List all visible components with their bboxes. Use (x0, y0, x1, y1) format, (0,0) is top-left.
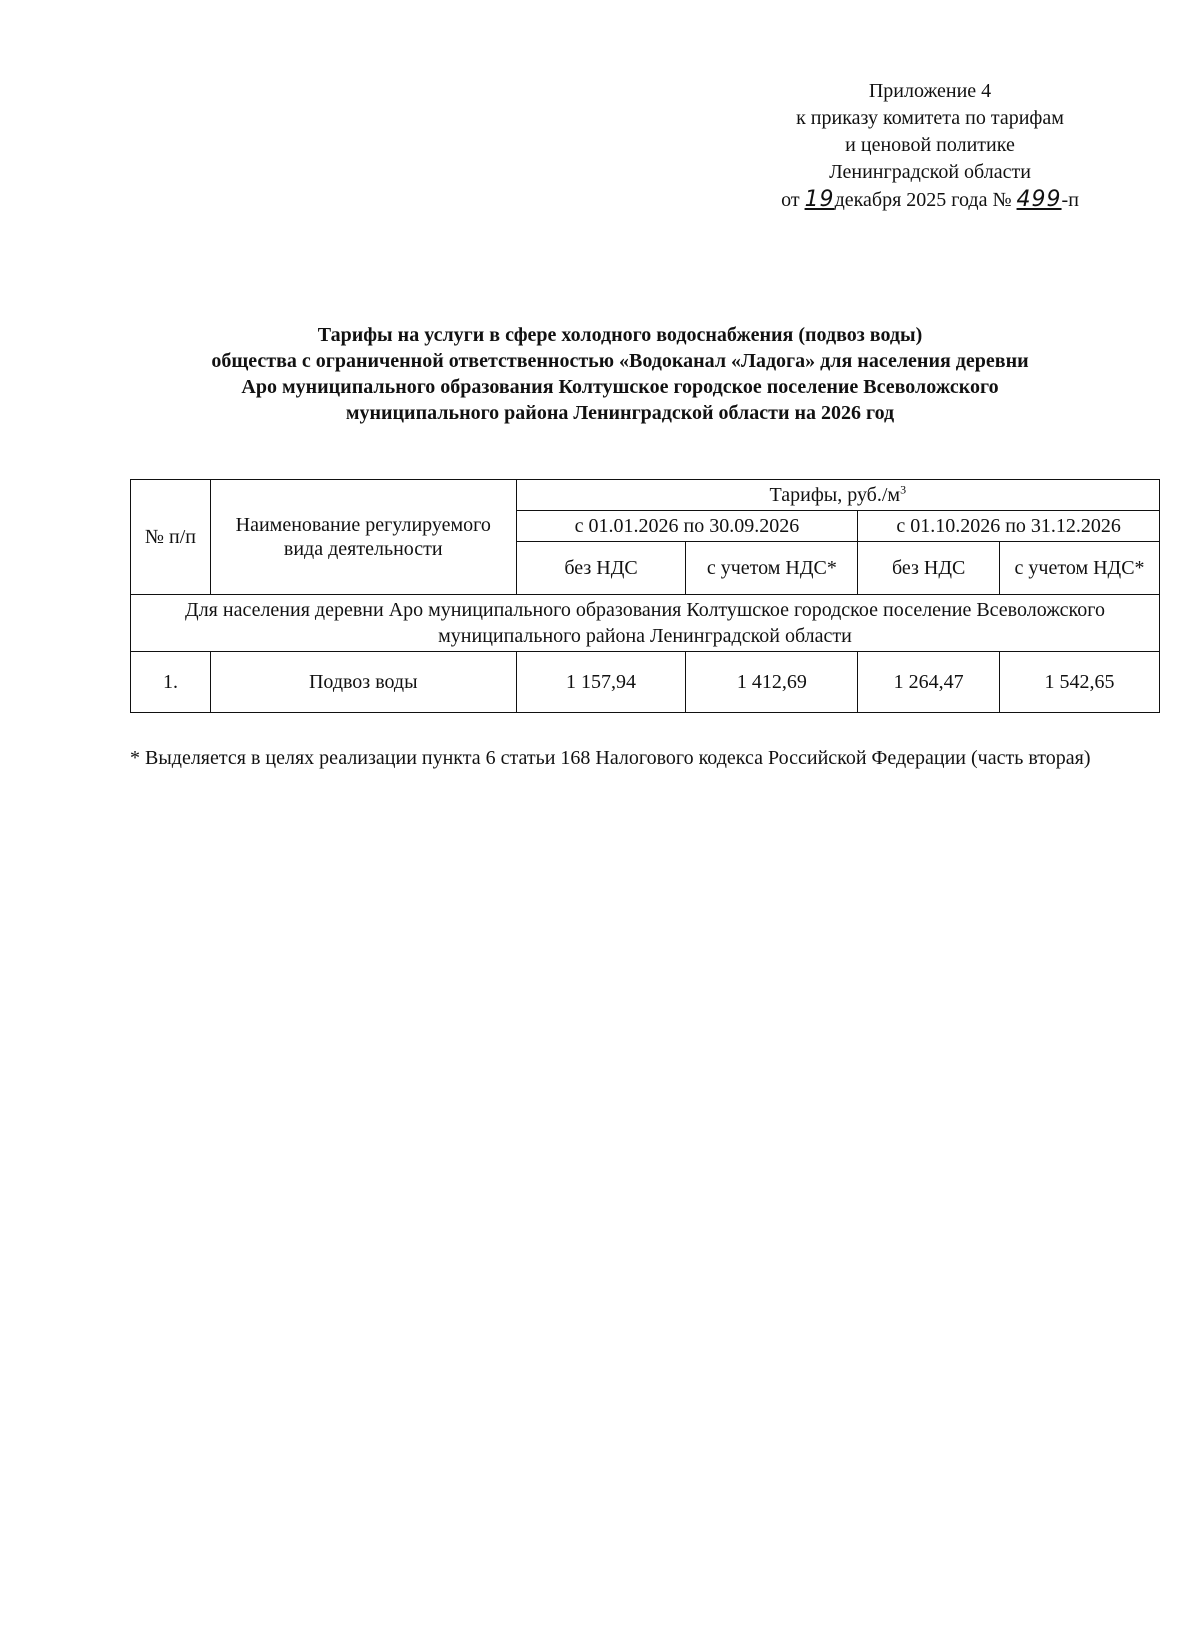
handwritten-order-number: 499 (1016, 187, 1062, 212)
header-period-1: с 01.01.2026 по 30.09.2026 (516, 511, 858, 542)
title-line-4: муниципального района Ленинградской области на 2026 год (345, 402, 895, 424)
table-row (131, 652, 1160, 713)
appendix-policy-line: и ценовой политике (845, 134, 1015, 156)
appendix-title: Приложение 4 (868, 80, 992, 102)
title-line-2: общества с ограниченной ответственностью «Водоканал «Ладога» для населения деревни (211, 350, 1029, 372)
order-number-suffix: -п (1061, 189, 1079, 211)
tariffs-table (130, 479, 1160, 713)
header-p1-without-vat: без НДС (516, 542, 686, 595)
header-num: № п/п (131, 480, 211, 595)
table-group-row (131, 595, 1160, 652)
title-line-3: Аро муниципального образования Колтушское городское поселение Всеволожского (241, 376, 999, 398)
header-tariffs-label: Тарифы, руб./м (769, 484, 901, 506)
header-period-2: с 01.10.2026 по 31.12.2026 (858, 511, 1160, 542)
table-header-row (131, 480, 1160, 511)
date-prefix: от (781, 189, 800, 211)
group-row-label: Для населения деревни Аро муниципального образования Колтушское городское поселение Всеволожского муниципального района Ленинградской области (131, 595, 1160, 652)
header-tariffs-unit-sup: 3 (900, 482, 907, 497)
title-line-1: Тарифы на услуги в сфере холодного водоснабжения (подвоз воды) (317, 324, 923, 346)
header-activity-name: Наименование регулируемого вида деятельности (210, 480, 516, 595)
document-title (120, 322, 1120, 426)
appendix-header (720, 78, 1140, 214)
appendix-region-line: Ленинградской области (829, 161, 1031, 183)
header-p1-with-vat: с учетом НДС* (686, 542, 858, 595)
handwritten-day: 19 (804, 187, 835, 212)
appendix-order-line: к приказу комитета по тарифам (796, 107, 1064, 129)
row-p2-with-vat: 1 542,65 (1000, 652, 1160, 713)
header-p2-with-vat: с учетом НДС* (1000, 542, 1160, 595)
footnote: * Выделяется в целях реализации пункта 6 статьи 168 Налогового кодекса Российской Федерации (часть вторая) (130, 747, 1091, 769)
row-activity-name: Подвоз воды (210, 652, 516, 713)
row-p1-with-vat: 1 412,69 (686, 652, 858, 713)
header-p2-without-vat: без НДС (858, 542, 1000, 595)
row-p2-without-vat: 1 264,47 (858, 652, 1000, 713)
header-tariffs (516, 480, 1159, 511)
appendix-date-line (720, 186, 1140, 214)
row-p1-without-vat: 1 157,94 (516, 652, 686, 713)
row-num: 1. (131, 652, 211, 713)
date-middle: декабря 2025 года № (834, 189, 1012, 211)
